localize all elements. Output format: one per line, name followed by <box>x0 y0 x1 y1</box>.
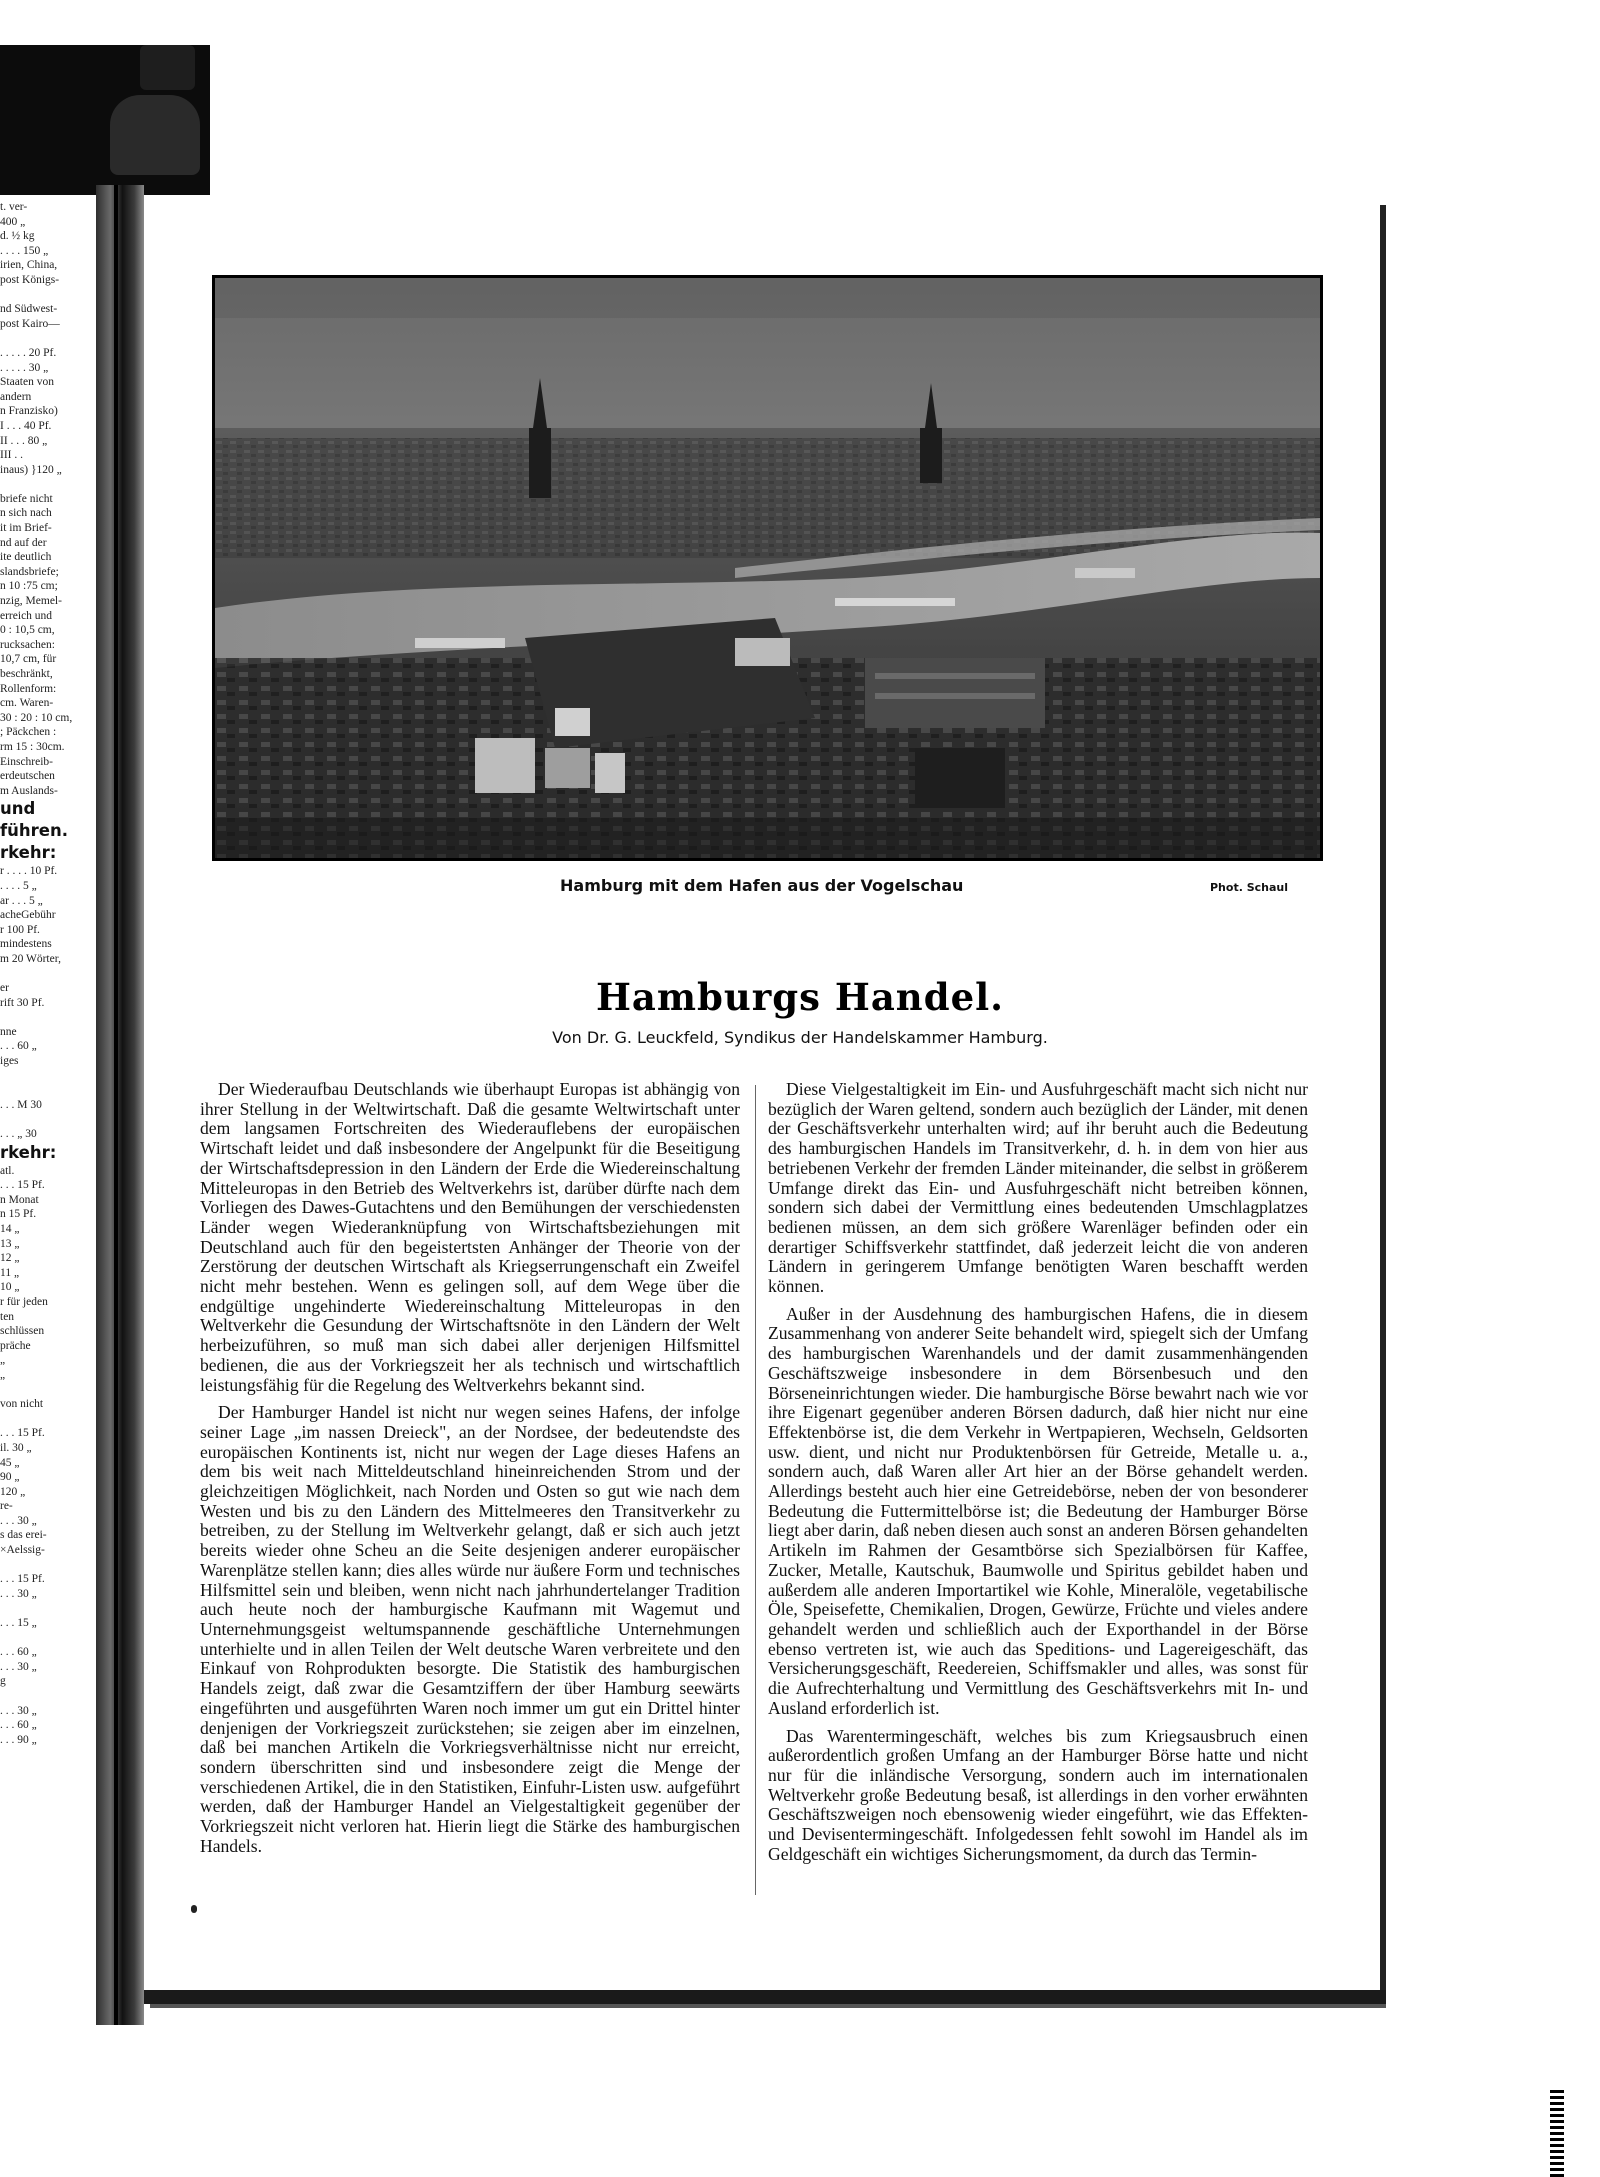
article-column-right <box>768 1080 1308 1872</box>
page-edge <box>1380 205 1386 2000</box>
book-spine <box>96 185 144 2025</box>
left-page-line: it im Brief- <box>0 522 52 535</box>
left-page-line: re- <box>0 1500 13 1513</box>
left-page-line <box>0 1083 96 1098</box>
left-page-fragment <box>0 200 96 1980</box>
paragraph: Der Wiederaufbau Deutschlands wie überhaupt Europas ist abhängig von ihrer Stellung in der Weltwirtschaft. Daß die gesamte Weltwirtschaft unter dem langsamen Fortschreiten des Wiederauflebens der europäischen Wirtschaft leidet und daß insbesondere der Angelpunkt für die Beseitigung der Wirtschaftsdepression in den Ländern der Erde die Wiedereinschaltung Mitteleuropas in den Betrieb des Weltverkehrs ist, darüber dürfte nach dem Vorliegen des Dawes-Gutachtens und den Bemühungen der verschiedensten Länder wegen Wiederanknüpfung von Wirtschaftsbeziehungen mit Deutschland auch für den begeistertsten Anhänger der Theorie von der Zerstörung der deutschen Wirtschaft als Kriegserrungenschaft ein Zweifel nicht mehr bestehen. Wenn es gelingen soll, auf dem Wege über die endgültige ungehinderte Wiedereinschaltung Mitteleuropas in den Weltverkehr die Gesundung der Wirtschaftsnöte in den Ländern der Welt herbeizuführen, so muß man sich dabei aller derjenigen Hilfsmittel bedienen, die aus der Vorkriegszeit her als technisch und wirtschaftlich leistungsfähig für die Regelung des Weltverkehrs bekannt sind. <box>200 1079 740 1395</box>
left-page-line: . . . 15 Pf. <box>0 1179 45 1192</box>
harbor-aerial-photo <box>212 275 1323 861</box>
column-divider <box>755 1085 756 1895</box>
left-page-line: 14 „ <box>0 1223 20 1235</box>
left-page-line: 0 : 10,5 cm, <box>0 624 55 637</box>
left-page-line: m 20 Wörter, <box>0 952 61 965</box>
left-page-line: briefe nicht <box>0 492 53 505</box>
paragraph: Der Hamburger Handel ist nicht nur wegen seines Hafens, der infolge seiner Lage „im nassen Dreieck", an der Nordsee, der bedeutendste des europäischen Kontinents ist, nicht nur wegen der Lage dieses Hafens an dem bis weit nach Mitteldeutschland hineinreichenden Strom und der gleichzeitigen Möglichkeit, nach Norden und Osten so gut wie nach dem Westen und bis zu den Ländern des Mittelmeeres den Transitverkehr zu betreiben, zu der Stellung im Weltverkehr gelangt, daß er sich auch jetzt bereits wieder ohne Scheu an die Seite desjenigen anderer europäischer Warenplätze stellen kann; dies alles würde nur äußere Form und technisches Hilfsmittel sein und bleiben, wenn nicht nach jahrhundertelanger Tradition auch heute noch der hamburgische Kaufmann mit Wagemut und Unternehmungsgeist weltumspannende geschäftliche Unternehmungen unterhielte und in allen Teilen der Welt deutsche Waren verbreitete und den Einkauf von Rohprodukten besorgte. Die Statistik des hamburgischen Handels zeigt, daß zwar die Gesamtziffern der über Hamburg seewärts eingeführten und ausgeführten Waren noch immer um gut ein Drittel hinter denjenigen der Vorkriegszeit zurückstehen; sie zeigen aber im einzelnen, daß bei manchen Artikeln die Vorkriegsverhältnisse nicht nur erreicht, sondern überschritten sind und insbesondere zeigt die Menge der verschiedenen Artikel, die in den Statistiken, Einfuhr-Listen usw. aufgeführt werden, daß der Hamburger Handel an Vielgestaltigkeit gegenüber der Vorkriegszeit nicht verloren hat. Hierin liegt die Stärke des hamburgischen Handels. <box>200 1402 740 1856</box>
left-page-line: r 100 Pf. <box>0 923 40 936</box>
left-page-line: n Franzisko) <box>0 405 58 418</box>
left-page-lines-3 <box>0 1164 96 1748</box>
left-page-line: 10,7 cm, für <box>0 653 57 666</box>
left-page-line: . . . „ 30 <box>0 1128 37 1141</box>
left-page-line: n 15 Pf. <box>0 1208 37 1221</box>
left-page-line: II . . . 80 „ <box>0 434 48 447</box>
left-page-line: präche <box>0 1339 31 1352</box>
left-page-heading: rkehr: <box>0 1142 57 1162</box>
left-page-line: nzig, Memel- <box>0 595 62 608</box>
left-page-line: . . . 15 „ <box>0 1617 37 1630</box>
left-page-line: . . . 15 Pf. <box>0 1573 45 1586</box>
page-edge <box>150 2004 1386 2008</box>
left-page-line: r für jeden <box>0 1295 48 1308</box>
left-page-line <box>0 1069 96 1084</box>
left-page-line: il. 30 „ <box>0 1441 32 1454</box>
left-page-line: Rollenform: <box>0 682 57 695</box>
left-page-line: m Auslands- <box>0 784 58 797</box>
left-page-line: cm. Waren- <box>0 697 54 710</box>
left-page-line: g <box>0 1675 6 1688</box>
left-page-heading: und <box>0 799 36 819</box>
left-page-line: . . . . . 20 Pf. <box>0 346 57 359</box>
left-page-line: mindestens <box>0 938 52 951</box>
left-page-line: n 10 :75 cm; <box>0 580 58 593</box>
left-page-line: nd Südwest- <box>0 303 58 316</box>
harbor-photo-illustration <box>215 278 1320 858</box>
page-mark <box>191 1905 197 1913</box>
left-page-line <box>0 1383 96 1398</box>
left-page-line: . . . 30 „ <box>0 1587 37 1600</box>
photo-caption: Hamburg mit dem Hafen aus der Vogelschau <box>560 876 964 895</box>
left-page-line <box>0 288 96 303</box>
left-page-line: von nicht <box>0 1398 44 1411</box>
left-page-line: ×Aelssig- <box>0 1544 45 1557</box>
left-page-line: . . . 15 Pf. <box>0 1427 45 1440</box>
left-page-line: er <box>0 982 9 995</box>
left-page-line: Staaten von <box>0 376 54 389</box>
left-page-line: 13 „ <box>0 1237 20 1250</box>
left-page-line <box>0 477 96 492</box>
scan-edge-artifact <box>1550 2090 1564 2177</box>
left-page-heading: rkehr: <box>0 843 57 863</box>
scan-background <box>0 0 1600 200</box>
left-page-line: t. ver- <box>0 201 28 213</box>
left-page-heading: führen. <box>0 821 69 841</box>
left-page-line: post Königs- <box>0 273 60 286</box>
left-page-line <box>0 1558 96 1573</box>
scan-artifact <box>110 95 200 175</box>
left-page-line: 10 „ <box>0 1281 20 1294</box>
left-page-line: ten <box>0 1310 15 1323</box>
left-page-line: erreich und <box>0 609 53 622</box>
left-page-line: 12 „ <box>0 1252 20 1265</box>
left-page-line: beschränkt, <box>0 668 53 680</box>
left-page-line: rift 30 Pf. <box>0 996 45 1009</box>
left-page-line: andern <box>0 390 32 403</box>
left-page-line: ite deutlich <box>0 551 52 564</box>
page-edge <box>144 1990 1386 2004</box>
left-page-line: atl. <box>0 1164 15 1177</box>
spine-gap <box>114 185 118 2025</box>
left-page-line: 120 „ <box>0 1485 26 1498</box>
left-page-line: „ <box>0 1368 6 1381</box>
left-page-line: iges <box>0 1055 19 1068</box>
left-page-line: . . . 60 „ <box>0 1646 37 1659</box>
left-page-line: . . . M 30 <box>0 1098 42 1111</box>
left-page-line: ar . . . 5 „ <box>0 894 43 907</box>
left-page-line: nd auf der <box>0 536 47 549</box>
left-page-line: acheGebühr <box>0 909 56 922</box>
left-page-line: . . . . 5 „ <box>0 879 37 892</box>
left-page-line: 30 : 20 : 10 cm, <box>0 711 73 724</box>
left-page-line: erdeutschen <box>0 770 55 783</box>
left-page-line: Einschreib- <box>0 755 54 768</box>
left-page-line: „ <box>0 1354 6 1367</box>
left-page-line: 45 „ <box>0 1456 20 1469</box>
left-page-line: III . . <box>0 449 23 462</box>
left-page-line <box>0 1112 96 1127</box>
left-page-line: schlüssen <box>0 1325 45 1338</box>
left-page-line: . . . 30 „ <box>0 1514 37 1527</box>
left-page-line <box>0 1689 96 1704</box>
article-column-left <box>200 1080 740 1864</box>
left-page-line: . . . 30 „ <box>0 1704 37 1717</box>
left-page-line: nne <box>0 1025 17 1038</box>
left-page-line: n sich nach <box>0 507 52 520</box>
left-page-line: slandsbriefe; <box>0 565 59 578</box>
left-page-line: inaus) }120 „ <box>0 463 62 476</box>
left-page-line: r . . . . 10 Pf. <box>0 865 58 878</box>
left-page-line <box>0 1601 96 1616</box>
left-page-line <box>0 331 96 346</box>
left-page-line: ; Päckchen : <box>0 726 57 739</box>
paragraph: Außer in der Ausdehnung des hamburgischen Hafens, die in diesem Zusammenhang von anderer Seite behandelt wird, spiegelt sich der Umfang des hamburgischen Warenhandels und der damit zusammenhängenden Geschäftszweige insbesondere in dem Börsenbesuch und den Börseneinrichtungen wieder. Die hamburgische Börse bewahrt nach wie vor ihre Eigenart gegenüber anderen Börsen dadurch, daß hier nicht nur eine Effektenbörse ist, die dem Verkehr in Wertpapieren, Wechseln, Geldsorten usw. dient, und nicht nur Produktenbörsen für Getreide, Metalle u. a., sondern auch, daß Waren aller Art hier an der Börse gehandelt werden. Allerdings besteht auch hier eine Getreidebörse, neben der von besonderer Bedeutung die Futtermittelbörse ist; die Bedeutung der Hamburger Börse liegt aber darin, daß neben diesen auch sonst an anderen Börsen gehandelten Artikeln im Rahmen der Gesamtbörse sich Spezialbörsen für Kaffee, Zucker, Metalle, Kautschuk, Baumwolle und Spiritus gebildet haben und außerdem alle anderen Importartikel wie Kohle, Mineralöle, vegetabilische Öle, Speisefette, Chemikalien, Drogen, Gewürze, Früchte und vieles andere gehandelt werden und schließlich auch der Exporthandel in der Börse ebenso vertreten ist, wie auch das Speditions- und Lagereigeschäft, das Versicherungsgeschäft, Reedereien, Schiffsmakler und alles, was sonst für die Aufrechterhaltung und Vermittlung des Geschäftsverkehrs mit In- und Ausland erforderlich ist. <box>768 1303 1308 1718</box>
left-page-line: . . . 60 „ <box>0 1719 37 1732</box>
article-title: Hamburgs Handel. <box>595 975 1005 1019</box>
left-page-line: . . . 60 „ <box>0 1040 37 1053</box>
photo-credit: Phot. Schaul <box>1210 881 1289 894</box>
left-page-line: post Kairo— <box>0 317 60 330</box>
left-page-line: I . . . 40 Pf. <box>0 419 52 432</box>
scan-dark-corner <box>0 45 210 195</box>
left-page-line: irien, China, <box>0 259 58 272</box>
left-page-line: rucksachen: <box>0 638 55 651</box>
article-byline: Von Dr. G. Leuckfeld, Syndikus der Handelskammer Hamburg. <box>552 1028 1048 1047</box>
left-page-line: . . . 30 „ <box>0 1660 37 1673</box>
left-page-lines-1 <box>0 200 96 798</box>
left-page-line: . . . 90 „ <box>0 1733 37 1746</box>
left-page-line: n Monat <box>0 1193 39 1206</box>
left-page-line: 90 „ <box>0 1471 20 1484</box>
left-page-line: 400 „ <box>0 215 26 228</box>
left-page-line: rm 15 : 30cm. <box>0 740 65 753</box>
paragraph: Das Warentermingeschäft, welches bis zum Kriegsausbruch einen außerordentlich großen Umfang an der Hamburger Börse hatte und nicht nur für die inländische Versorgung, sondern auch im internationalen Weltverkehr große Bedeutung besaß, ist allerdings in den vorher erwähnten Geschäftszweigen noch ebensowenig wieder eingeführt, wie das Effekten- und Devisentermingeschäft. Infolgedessen fehlt sowohl im Handel als im Geldgeschäft ein wichtiges Sicherungsmoment, da durch das Termin- <box>768 1725 1308 1864</box>
left-page-line: . . . . 150 „ <box>0 244 49 257</box>
left-page-line: 11 „ <box>0 1266 20 1279</box>
paragraph: Diese Vielgestaltigkeit im Ein- und Ausfuhrgeschäft macht sich nicht nur bezüglich der Waren geltend, sondern auch bezüglich der Länder, mit denen der Geschäftsverkehr unterhalten wird; auf ihr beruht auch die Bedeutung des hamburgischen Handels im Transitverkehr, d. h. in dem von hier aus betriebenen Verkehr der fremden Länder miteinander, die selbst in größerem Umfange direkt das Ein- und Ausfuhrgeschäft nicht betreiben können, sondern sich dabei der Vermittlung eines bedeutenden Umschlagplatzes bedienen müssen, an dem sich größere Warenläger befinden oder ein derartiger Schiffsverkehr stattfindet, daß jederzeit leicht die von anderen Ländern in geringerem Umfange benötigten Waren beschafft werden können. <box>768 1079 1308 1297</box>
scan-artifact <box>140 45 195 90</box>
left-page-line: . . . . . 30 „ <box>0 361 49 374</box>
left-page-line <box>0 1631 96 1646</box>
left-page-line <box>0 1412 96 1427</box>
left-page-line: d. ½ kg <box>0 230 35 243</box>
left-page-line: s das erei- <box>0 1529 47 1542</box>
